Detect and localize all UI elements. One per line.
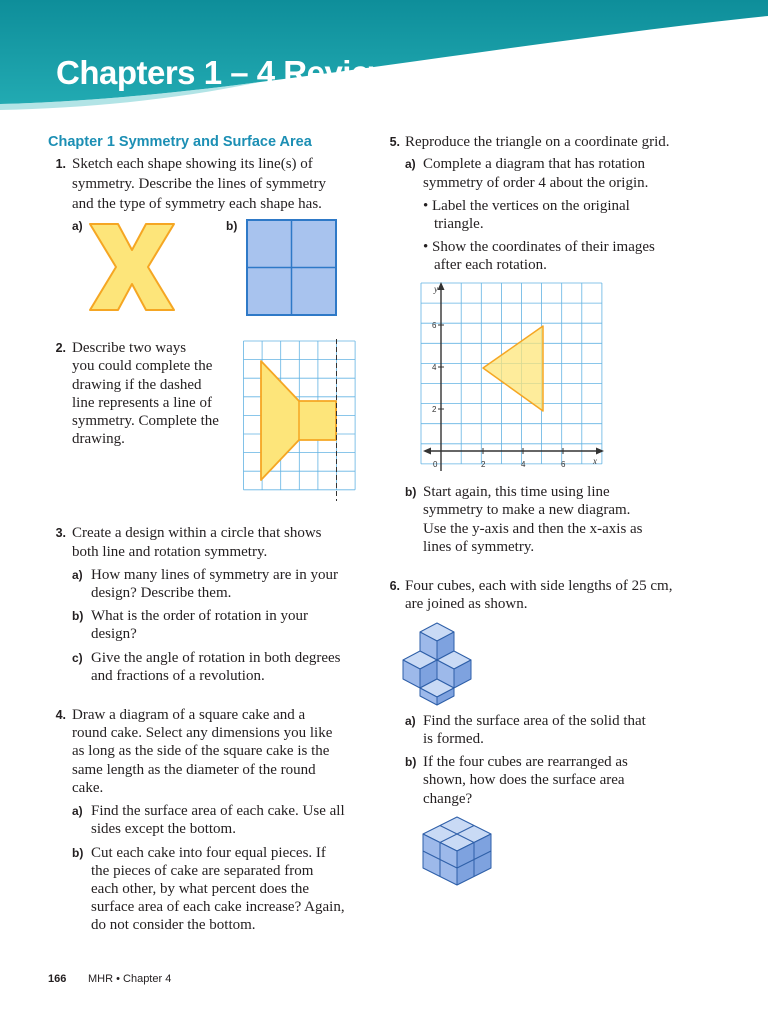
question-number: 1.	[55, 157, 66, 171]
question-2-line: drawing.	[72, 431, 125, 447]
y-axis-label: y	[434, 284, 438, 294]
question-6b-line: shown, how does the surface area	[423, 772, 625, 788]
x-tick-label: 6	[561, 460, 566, 469]
question-3-line: both line and rotation symmetry.	[72, 544, 268, 560]
question-3-line: Create a design within a circle that shows	[72, 525, 322, 541]
origin-label: 0	[433, 460, 438, 469]
part-label: b)	[405, 485, 417, 499]
part-label: a)	[72, 804, 83, 818]
question-3a-line: design? Describe them.	[91, 585, 232, 601]
section-heading: Chapter 1 Symmetry and Surface Area	[48, 134, 312, 150]
question-4a-line: sides except the bottom.	[91, 821, 236, 837]
question-1-line: Sketch each shape showing its line(s) of	[72, 156, 313, 172]
question-4-line: round cake. Select any dimensions you like	[72, 725, 333, 741]
question-2-line: symmetry. Complete the	[72, 413, 219, 429]
bullet-line: • Label the vertices on the original	[423, 198, 630, 214]
question-3b-line: design?	[91, 626, 137, 642]
coordinate-grid-figure	[422, 282, 606, 474]
rearranged-cubes-figure	[422, 815, 494, 887]
question-number: 2.	[55, 341, 66, 355]
y-tick-label: 6	[432, 321, 437, 330]
question-5a-line: Complete a diagram that has rotation	[423, 156, 646, 172]
question-3b-line: What is the order of rotation in your	[91, 608, 309, 624]
question-number: 3.	[55, 526, 66, 540]
question-4b-line: the pieces of cake are separated from	[91, 863, 314, 879]
question-4b-line: Cut each cake into four equal pieces. If	[91, 845, 326, 861]
question-5-line: Reproduce the triangle on a coordinate grid.	[405, 134, 670, 150]
part-label: b)	[72, 609, 84, 623]
question-6a-line: Find the surface area of the solid that	[423, 713, 646, 729]
question-2-line: line represents a line of	[72, 395, 212, 411]
footer-text: MHR • Chapter 4	[88, 973, 172, 985]
y-tick-label: 2	[432, 405, 437, 414]
question-2-line: you could complete the	[72, 358, 213, 374]
bullet-line: triangle.	[434, 216, 484, 232]
x-axis-label: x	[593, 456, 597, 466]
question-5b-line: Use the y-axis and then the x-axis as	[423, 521, 643, 537]
question-number: 4.	[55, 708, 66, 722]
part-label: a)	[72, 568, 83, 582]
question-3a-line: How many lines of symmetry are in your	[91, 567, 339, 583]
question-4-line: cake.	[72, 780, 104, 796]
question-6a-line: is formed.	[423, 731, 484, 747]
question-2-line: Describe two ways	[72, 340, 187, 356]
bullet-line: after each rotation.	[434, 257, 547, 273]
part-label: a)	[405, 714, 416, 728]
question-1-line: and the type of symmetry each shape has.	[72, 196, 322, 212]
question-4-line: as long as the side of the square cake is the	[72, 743, 330, 759]
question-number: 5.	[389, 135, 400, 149]
y-tick-label: 4	[432, 363, 437, 372]
x-tick-label: 2	[481, 460, 486, 469]
x-tick-label: 4	[521, 460, 526, 469]
question-5a-line: symmetry of order 4 about the origin.	[423, 175, 649, 191]
question-1-line: symmetry. Describe the lines of symmetry	[72, 176, 326, 192]
question-4b-line: surface area of each cake increase? Again,	[91, 899, 345, 915]
four-cubes-figure	[402, 620, 476, 706]
page-title: Chapters 1 – 4 Review	[56, 54, 394, 91]
question-5b-line: lines of symmetry.	[423, 539, 535, 555]
bullet-line: • Show the coordinates of their images	[423, 239, 655, 255]
part-label: b)	[405, 755, 417, 769]
question-number: 6.	[389, 579, 400, 593]
question-6b-line: change?	[423, 791, 473, 807]
part-label: b)	[72, 846, 84, 860]
question-6-line: are joined as shown.	[405, 596, 528, 612]
question-4-line: Draw a diagram of a square cake and a	[72, 707, 306, 723]
question-2-line: drawing if the dashed	[72, 377, 202, 393]
symmetry-grid-figure	[243, 339, 355, 501]
part-label: b)	[226, 219, 238, 233]
question-3c-line: and fractions of a revolution.	[91, 668, 265, 684]
part-label: a)	[72, 219, 83, 233]
square-figure	[246, 219, 338, 317]
question-4b-line: do not consider the bottom.	[91, 917, 256, 933]
question-6b-line: If the four cubes are rearranged as	[423, 754, 628, 770]
question-4a-line: Find the surface area of each cake. Use all	[91, 803, 345, 819]
question-4b-line: each other, by what percent does the	[91, 881, 310, 897]
question-6-line: Four cubes, each with side lengths of 25 cm,	[405, 578, 673, 594]
question-4-line: same length as the diameter of the round	[72, 762, 316, 778]
part-label: a)	[405, 157, 416, 171]
question-3c-line: Give the angle of rotation in both degrees	[91, 650, 341, 666]
part-label: c)	[72, 651, 83, 665]
x-shape-figure	[88, 222, 178, 312]
page-number: 166	[48, 973, 67, 985]
question-5b-line: Start again, this time using line	[423, 484, 610, 500]
question-5b-line: symmetry to make a new diagram.	[423, 502, 631, 518]
